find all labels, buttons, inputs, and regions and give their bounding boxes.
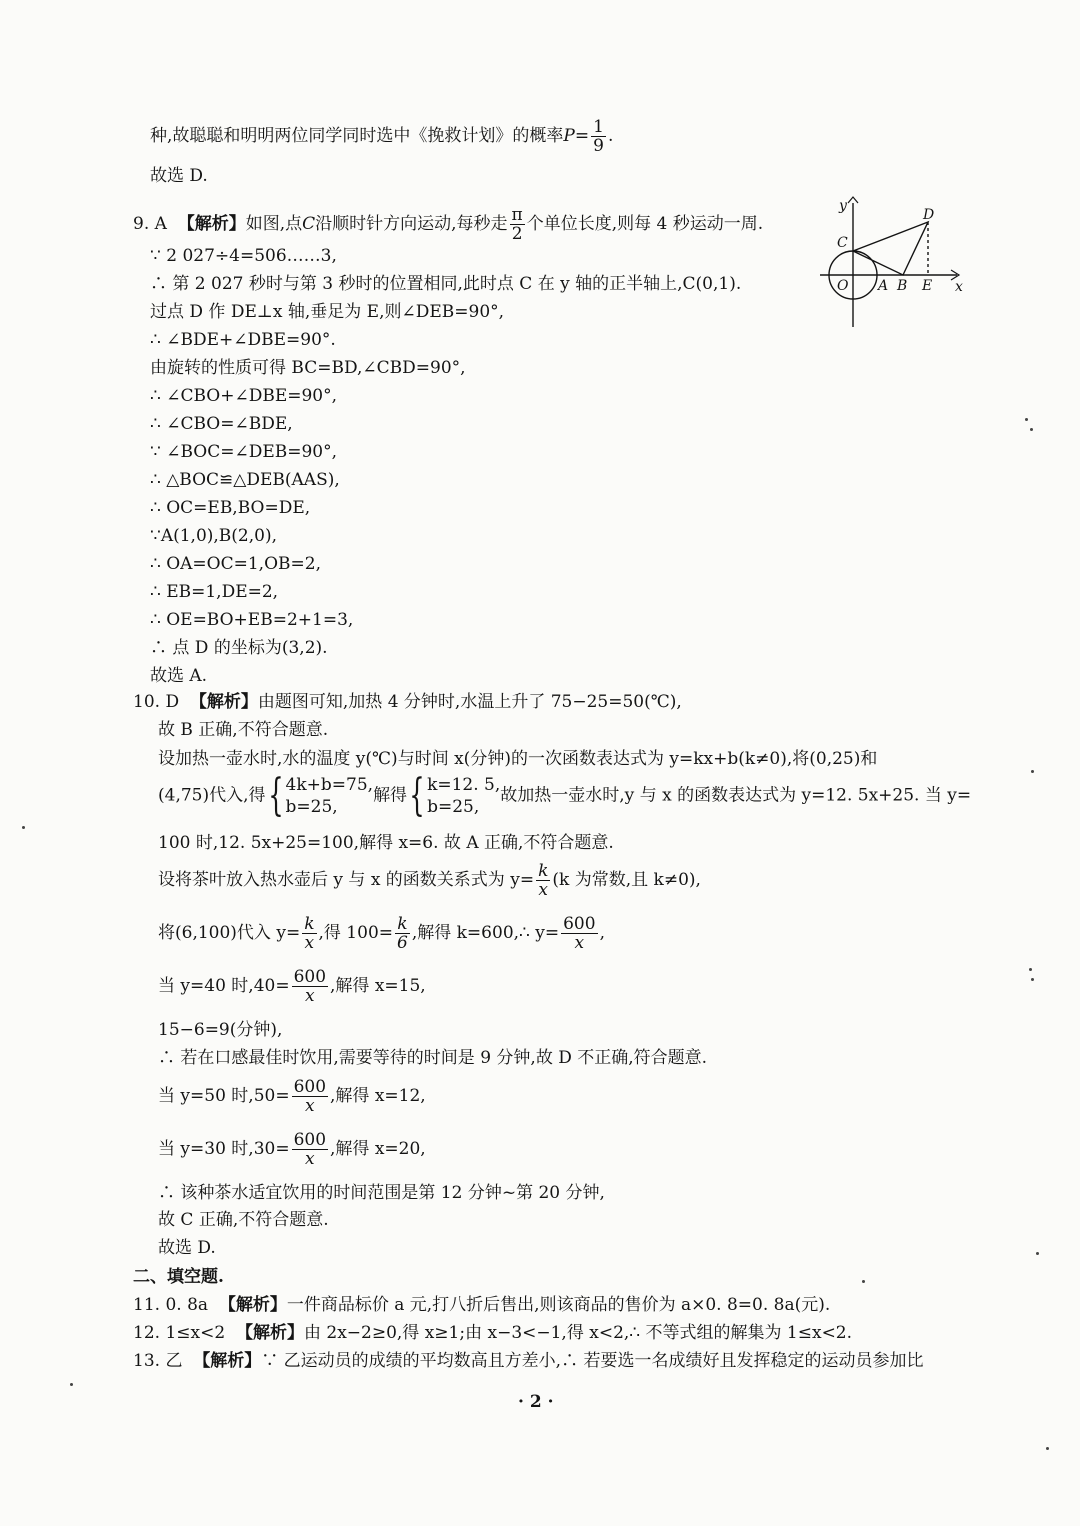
q10-line: ∴ 若在口感最佳时饮用,需要等待的时间是 9 分钟,故 D 不正确,符合题意. xyxy=(158,1048,708,1068)
system-equations-2: k=12. 5, b=25, xyxy=(427,775,501,817)
q10-line: 当 y=30 时,30= $\frac{600}{x}$ ,解得 x=20, xyxy=(158,1130,426,1169)
q9-step: 过点 D 作 DE⊥x 轴,垂足为 E,则∠DEB=90°, xyxy=(150,302,505,322)
q10-line: ∴ 该种茶水适宜饮用的时间范围是第 12 分钟~第 20 分钟, xyxy=(158,1183,605,1203)
q10-line: 故 B 正确,不符合题意. xyxy=(158,720,329,740)
label-d: D xyxy=(923,207,935,223)
q9-step: 故选 A. xyxy=(150,666,208,686)
top-line-1: 种,故聪聪和明明两位同学同时选中《挽救计划》的概率P= $\frac{1}{9}$ . xyxy=(150,117,614,156)
probability-fraction: $\frac{1}{9}$ xyxy=(593,117,604,156)
q10-line: 15−6=9(分钟), xyxy=(158,1020,283,1040)
q11-line: 11. 0. 8a 【解析】一件商品标价 a 元,打八折后售出,则该商品的售价为 a×0. 8=0. 8a(元). xyxy=(133,1295,831,1315)
q10-number: 10. D xyxy=(133,692,180,712)
q10-line: 设加热一壶水时,水的温度 y(℃)与时间 x(分钟)的一次函数表达式为 y=kx+b(k≠0),将(0,25)和 xyxy=(158,749,878,769)
top-line-2: 故选 D. xyxy=(150,166,208,186)
q10-line: 将(6,100)代入 y= $\frac{k}{x}$ ,得 100= $\frac{k}{6}$ ,解得 k=600,∴ y= $\frac{600}{x}$ , xyxy=(158,914,605,953)
pi-over-2-fraction: $\frac{\pi}{2}$ xyxy=(511,205,523,244)
triangle-cbd xyxy=(853,222,928,275)
q10-line: 当 y=50 时,50= $\frac{600}{x}$ ,解得 x=12, xyxy=(158,1077,426,1116)
q9-step: ∴ OA=OC=1,OB=2, xyxy=(150,554,321,574)
q9-step: ∴ OC=EB,BO=DE, xyxy=(150,498,311,518)
q10-line: 当 y=40 时,40= $\frac{600}{x}$ ,解得 x=15, xyxy=(158,967,426,1006)
page-number: · 2 · xyxy=(518,1392,554,1412)
q9-number: 9. A xyxy=(133,214,167,234)
q9-step: ∵A(1,0),B(2,0), xyxy=(150,526,277,546)
q9-geometry-figure xyxy=(815,195,965,335)
q9-step: ∴ △BOC≌△DEB(AAS), xyxy=(150,470,340,490)
section-heading: 二、填空题. xyxy=(133,1267,224,1287)
label-o: O xyxy=(837,278,849,294)
q9-step: ∴ ∠CBO=∠BDE, xyxy=(150,414,293,434)
q10-line: 100 时,12. 5x+25=100,解得 x=6. 故 A 正确,不符合题意. xyxy=(158,833,614,853)
q10-line: 故选 D. xyxy=(158,1238,216,1258)
q9-step: ∴ ∠BDE+∠DBE=90°. xyxy=(150,330,336,350)
q9-step: 由旋转的性质可得 BC=BD,∠CBD=90°, xyxy=(150,358,466,378)
q12-line: 12. 1≤x<2 【解析】由 2x−2≥0,得 x≥1;由 x−3<−1,得 x<2,∴ 不等式组的解集为 1≤x<2. xyxy=(133,1323,853,1343)
label-c: C xyxy=(837,235,848,251)
q9-step: ∵ 2 027÷4=506……3, xyxy=(150,246,337,266)
system-equations-1: 4k+b=75, b=25, xyxy=(285,775,374,817)
q10-system-line: (4,75)代入,得{ 4k+b=75, b=25, 解得{ k=12. 5, b=25, 故加热一壶水时,y 与 x 的函数表达式为 y=12. 5x+25. 当 y= xyxy=(158,770,972,821)
q10-line: 故 C 正确,不符合题意. xyxy=(158,1210,329,1230)
q9-step: ∴ 点 D 的坐标为(3,2). xyxy=(150,638,328,658)
label-b: B xyxy=(897,278,908,294)
q9-step: ∴ OE=BO+EB=2+1=3, xyxy=(150,610,354,630)
q10-line: 设将茶叶放入热水壶后 y 与 x 的函数关系式为 y= $\frac{k}{x}$ (k 为常数,且 k≠0), xyxy=(158,861,701,900)
k-over-x-fraction: $\frac{k}{x}$ xyxy=(538,861,549,900)
q13-number: 13. 乙 xyxy=(133,1351,183,1371)
label-e: E xyxy=(922,278,933,294)
q11-number: 11. 0. 8a xyxy=(133,1295,209,1315)
label-a: A xyxy=(878,278,889,294)
q10-tag: 【解析】 xyxy=(189,692,258,712)
q9-step: ∵ ∠BOC=∠DEB=90°, xyxy=(150,442,338,462)
q9-step: ∴ EB=1,DE=2, xyxy=(150,582,279,602)
q9-heading: 9. A 【解析】如图,点C沿顺时针方向运动,每秒走 $\frac{\pi}{2}$ 个单位长度,则每 4 秒运动一周. xyxy=(133,205,764,244)
q10-heading: 10. D 【解析】由题图可知,加热 4 分钟时,水温上升了 75−25=50(℃), xyxy=(133,692,682,712)
q9-step: ∴ 第 2 027 秒时与第 3 秒时的位置相同,此时点 C 在 y 轴的正半轴上,C(0,1). xyxy=(150,274,742,294)
label-x: x xyxy=(955,279,963,295)
q13-line: 13. 乙 【解析】∵ 乙运动员的成绩的平均数高且方差小,∴ 若要选一名成绩好且发挥稳定的运动员参加比 xyxy=(133,1351,924,1371)
q9-tag: 【解析】 xyxy=(177,214,246,234)
q12-number: 12. 1≤x<2 xyxy=(133,1323,226,1343)
q9-step: ∴ ∠CBO+∠DBE=90°, xyxy=(150,386,338,406)
label-y: y xyxy=(839,198,847,214)
